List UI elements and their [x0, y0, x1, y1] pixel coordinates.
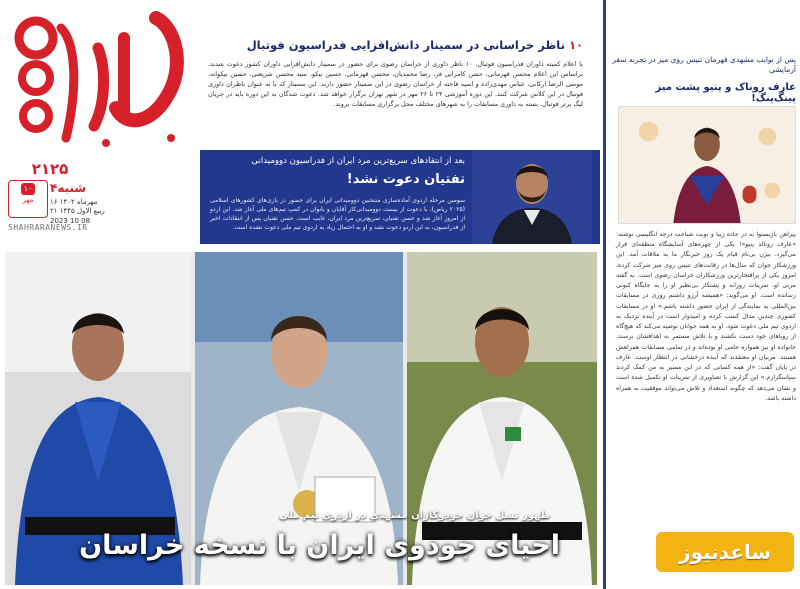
taftian-body: سومین مرحله اردوی آماده‌سازی منتخبین دوومیدانی ایران برای حضور در بازی‌های کشورهای اسلامی (۲۰۲۵ ریاض)، با دعوت از بیست دوومیدانی‌کار آقایان و بانوان در کمپ تیم‌های ملی آغاز شد. این اردو از امروز آغاز شد و حسن تفتیان، سریع‌ترین مرد ایران، غایب است. حسن تفتیان پس از انتقادات اخیر از فدراسیون، به این اردو دعوت نشد و او به احتمال زیاد به اردوی تیم ملی دعوت نشده است. — [210, 197, 465, 231]
date-solar: ۱۶ مهرماه ۱۴۰۲ — [50, 198, 98, 206]
column-divider — [603, 0, 606, 589]
weekday: ۴شنبه — [50, 181, 87, 195]
taftian-banner — [200, 150, 600, 244]
judo-caption — [30, 510, 580, 585]
shahrara-logo — [6, 8, 196, 153]
taftian-title[interactable]: تفتیان دعوت نشد! — [346, 172, 465, 187]
top-news-article — [200, 32, 595, 147]
right-title[interactable]: عارف روناک و پنیو پشت میز پینگ‌پنگ! — [655, 82, 796, 104]
site-url[interactable]: SHAHRARANEWS.IR — [8, 223, 88, 232]
date-box — [8, 180, 48, 218]
taftian-kicker: بعد از انتقاد‌های سریع‌ترین مرد ایران از فدراسیون دوومیدانی — [251, 156, 465, 166]
top-news-headline-text: ناظر خراسانی در سمینار دانش‌افزایی فدراسیون فوتبال — [246, 38, 565, 52]
judo-subtitle: ظهور نسل جوان جودوکاران مشهدی در اردوی تیم ملی — [279, 510, 550, 521]
taftian-portrait — [472, 150, 592, 244]
top-news-headline[interactable] — [208, 38, 583, 52]
top-news-bullet: ۱۰ — [568, 38, 583, 52]
right-body: پیراهن باز‌بستوا به در جاده زیبا و نوبت شناخت درجه انگلیسی نوشته: «عارف رونالد پنیو»! یکی از چهره‌های آسایشگاه منطقه‌ای قرار می‌گیرد. بیژن بی‌نام قیام یک روز خبرنگار ما به ملاقات آمد. این ورزشکار جوان که سال‌ها در رقابت‌های تنیس روی میز شرکت کرده، امروز یکی از پرافتخارترین ورزشکاران خراسان رضوی است. به گفته مربی او، تمرینات روزانه و پشتکار بی‌نظیر او را به جایگاه کنونی رسانده است. او می‌گوید: «همیشه آرزو داشتم روزی در مسابقات بین‌المللی به نمایندگی از ایران حضور داشته باشم.» او در مسابقات کشوری چندین مدال کسب کرده و امیدوار است در آینده نزدیک به اردوی تیم ملی دعوت شود. او به همه جوانان توصیه می‌کند که هیچ‌گاه از رویاهای خود دست نکشند و با تلاش مستمر به اهدافشان برسند. خانواده او نیز همواره حامی او بوده‌اند و در تمامی مسابقات همراهش هستند. مربیان او معتقدند که آینده درخشانی در انتظار اوست. عارف در پایان گفت: «از همه کسانی که در این مسیر به من کمک کردند سپاسگزارم.» این گزارش با تصاویری از تمرینات او تکمیل شده است و نشان می‌دهد که چگونه استعداد و تلاش می‌تواند موفقیت به همراه داشته باشد. — [616, 231, 796, 402]
saednews-watermark — [656, 532, 794, 572]
judo-title[interactable]: احیای جودوی ایران با نسخه خراسان — [79, 530, 560, 561]
watermark-text: ساعدنیوز — [678, 540, 772, 564]
right-column-article — [612, 0, 800, 589]
date-box-number: ۱۰ — [21, 183, 35, 195]
date-lunar: ۲۱ ربیع الاول ۱۴۴۵ — [50, 207, 105, 216]
date-gregorian: 2023 10 08 — [50, 216, 91, 225]
top-news-body: با اعلام کمیته داوران فدراسیون فوتبال، ۱۰ ناظر داوری از خراسان رضوی برای حضور در سمینار دانش‌افزایی داوران کشور دعوت شدند. براساس این اعلام محسن قهرمانی، حسن کامرانی فر، رضا محمدیان، محسن قهرمانی، حسین نیکو، سید محسن شریعتی، حسین نیکوانه، موسی الرضا ارکانی، عباس مهدی‌زاده و اسپه فاخته از خراسان رضوی در این سمینار حضور دارند. این سمینار که با به عنوان ناظران داوری فوتبال در این کلاس شرکت کنند. این دوره آموزشی ۲۴ تا ۲۶ مهر در شهر تهران برگزار خواهد شد. دعوت شدگان به این دوره باید در جریان لیگ برتر فوتبال، بسته به داوری مسابقات را به شهرهای مختلف محل برگزاری مسابقات بروند. — [208, 60, 584, 108]
issue-number: ۲۱۲۵ — [31, 160, 69, 178]
right-kicker: پس از نوایب مشهدی قهرمان تنیس روی میز در تجربه سفر آزمایشی — [612, 55, 796, 75]
date-box-month: مهر — [22, 196, 34, 204]
table-tennis-player-photo — [618, 106, 796, 224]
masthead — [0, 0, 200, 250]
